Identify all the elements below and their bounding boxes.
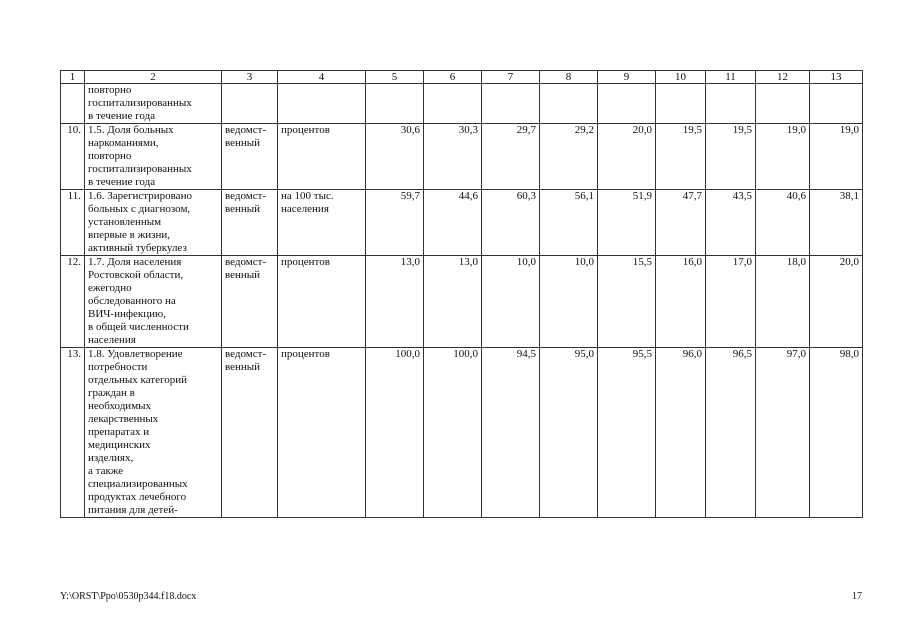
value-cell: 51,9	[598, 190, 656, 256]
value-cell	[540, 84, 598, 124]
value-cell: 40,6	[756, 190, 810, 256]
indicator-name: 1.5. Доля больных наркоманиями, повторно госпитализированных в течение года	[85, 124, 222, 190]
value-cell: 20,0	[810, 256, 863, 348]
column-number-row	[61, 71, 863, 84]
row-number: 13.	[61, 348, 85, 518]
data-source: ведомст- венный	[222, 348, 278, 518]
table-row	[61, 256, 863, 348]
row-number: 11.	[61, 190, 85, 256]
value-cell	[756, 84, 810, 124]
column-header: 12	[756, 71, 810, 84]
unit-of-measure	[278, 84, 366, 124]
value-cell: 100,0	[366, 348, 424, 518]
value-cell	[706, 84, 756, 124]
table-row	[61, 124, 863, 190]
value-cell: 98,0	[810, 348, 863, 518]
unit-of-measure: на 100 тыс. населения	[278, 190, 366, 256]
column-header: 13	[810, 71, 863, 84]
unit-of-measure: процентов	[278, 348, 366, 518]
indicator-name: 1.8. Удовлетворение потребности отдельных категорий граждан в необходимых лекарственных препаратах и медицинских изделиях, а также специализированных продуктах лечебного питания для детей-	[85, 348, 222, 518]
value-cell: 19,0	[810, 124, 863, 190]
unit-of-measure: процентов	[278, 124, 366, 190]
row-number	[61, 84, 85, 124]
column-header: 2	[85, 71, 222, 84]
value-cell: 47,7	[656, 190, 706, 256]
data-source: ведомст- венный	[222, 256, 278, 348]
value-cell: 13,0	[366, 256, 424, 348]
value-cell	[598, 84, 656, 124]
value-cell	[482, 84, 540, 124]
table-row	[61, 348, 863, 518]
indicator-name: повторно госпитализированных в течение года	[85, 84, 222, 124]
data-source: ведомст- венный	[222, 124, 278, 190]
value-cell: 18,0	[756, 256, 810, 348]
value-cell: 38,1	[810, 190, 863, 256]
value-cell: 15,5	[598, 256, 656, 348]
value-cell: 29,7	[482, 124, 540, 190]
value-cell: 95,0	[540, 348, 598, 518]
value-cell: 59,7	[366, 190, 424, 256]
indicator-name: 1.7. Доля населения Ростовской области, ежегодно обследованного на ВИЧ-инфекцию, в общей численности населения	[85, 256, 222, 348]
column-header: 4	[278, 71, 366, 84]
value-cell: 20,0	[598, 124, 656, 190]
indicator-name: 1.6. Зарегистрировано больных с диагнозом, установленным впервые в жизни, активный туберкулез	[85, 190, 222, 256]
value-cell	[366, 84, 424, 124]
column-header: 9	[598, 71, 656, 84]
value-cell: 10,0	[482, 256, 540, 348]
column-header: 8	[540, 71, 598, 84]
row-number: 10.	[61, 124, 85, 190]
data-source: ведомст- венный	[222, 190, 278, 256]
value-cell: 96,0	[656, 348, 706, 518]
value-cell	[424, 84, 482, 124]
value-cell: 16,0	[656, 256, 706, 348]
value-cell: 19,5	[706, 124, 756, 190]
value-cell: 29,2	[540, 124, 598, 190]
value-cell: 95,5	[598, 348, 656, 518]
value-cell: 30,6	[366, 124, 424, 190]
value-cell: 60,3	[482, 190, 540, 256]
value-cell: 97,0	[756, 348, 810, 518]
column-header: 3	[222, 71, 278, 84]
column-header: 11	[706, 71, 756, 84]
value-cell: 56,1	[540, 190, 598, 256]
value-cell: 10,0	[540, 256, 598, 348]
column-header: 7	[482, 71, 540, 84]
value-cell: 43,5	[706, 190, 756, 256]
row-number: 12.	[61, 256, 85, 348]
value-cell: 19,0	[756, 124, 810, 190]
page-number: 17	[852, 591, 862, 602]
value-cell: 44,6	[424, 190, 482, 256]
value-cell: 30,3	[424, 124, 482, 190]
data-table	[60, 70, 863, 518]
value-cell: 94,5	[482, 348, 540, 518]
value-cell	[810, 84, 863, 124]
value-cell: 17,0	[706, 256, 756, 348]
value-cell	[656, 84, 706, 124]
data-source	[222, 84, 278, 124]
column-header: 1	[61, 71, 85, 84]
value-cell: 13,0	[424, 256, 482, 348]
table-row	[61, 190, 863, 256]
table-row	[61, 84, 863, 124]
value-cell: 96,5	[706, 348, 756, 518]
value-cell: 100,0	[424, 348, 482, 518]
value-cell: 19,5	[656, 124, 706, 190]
column-header: 6	[424, 71, 482, 84]
file-path: Y:\ORST\Ppo\0530p344.f18.docx	[60, 591, 197, 602]
column-header: 5	[366, 71, 424, 84]
unit-of-measure: процентов	[278, 256, 366, 348]
column-header: 10	[656, 71, 706, 84]
